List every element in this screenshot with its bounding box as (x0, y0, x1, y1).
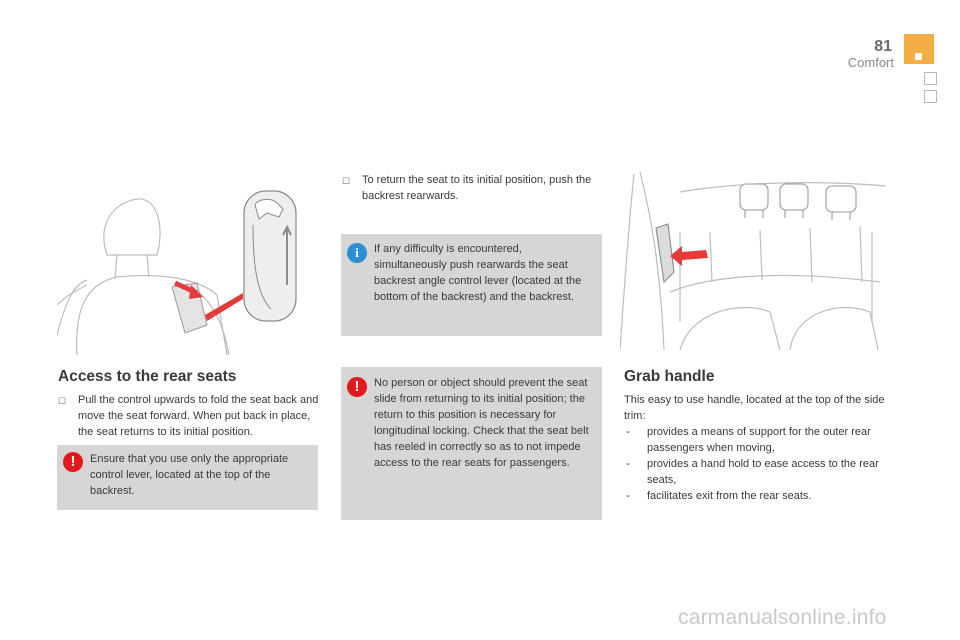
watermark: carmanualsonline.info (678, 606, 887, 629)
info-box (341, 234, 602, 336)
access-rear-seats-title: Access to the rear seats (58, 368, 237, 385)
chapter-tab (924, 90, 937, 103)
warning-box-slide (341, 367, 602, 520)
tab-marker-icon (915, 53, 922, 60)
list-item: - provides a hand hold to ease access to the rear seats, (624, 456, 886, 488)
list-item: - facilitates exit from the rear seats. (624, 488, 886, 504)
info-icon (347, 243, 367, 263)
warning-box-lever (57, 445, 318, 510)
warning-slide-text: No person or object should prevent the seat slide from returning to its initial position; the return to this position is necessary for longitudinal locking. Check that the seat belt has reeled in correctly so as to not impede access to the rear seats for passengers. (374, 377, 589, 469)
return-bullet-text: To return the seat to its initial position, push the backrest rearwards. (362, 174, 592, 202)
warning-lever-text: Ensure that you use only the appropriate control lever, located at the top of the backrest. (90, 453, 289, 497)
page-number: 81 (874, 38, 892, 55)
grab-handle-list (624, 424, 886, 504)
check-box-icon: ☐ (342, 176, 351, 186)
chapter-tab (924, 72, 937, 85)
list-item: - provides a means of support for the outer rear passengers when moving, (624, 424, 886, 456)
access-bullet (58, 392, 320, 440)
warning-icon (347, 377, 367, 397)
section-title: Comfort (847, 55, 894, 70)
info-text: If any difficulty is encountered, simultaneously push rearwards the seat backrest angle control lever (located at the bottom of the backrest) and the backrest. (374, 243, 582, 303)
access-bullet-text: Pull the control upwards to fold the seat back and move the seat forward. When put back in place, the seat returns to its initial position. (78, 394, 319, 438)
grab-handle-illustration (620, 172, 886, 352)
grab-handle-intro: This easy to use handle, located at the top of the side trim: (624, 394, 885, 422)
seat-lever-illustration (57, 185, 315, 355)
return-bullet (342, 172, 597, 204)
warning-icon (63, 452, 83, 472)
grab-handle-title: Grab handle (624, 368, 715, 385)
grab-handle-content (624, 392, 886, 504)
check-box-icon: ☐ (58, 396, 67, 406)
chapter-tab-active (904, 34, 934, 64)
